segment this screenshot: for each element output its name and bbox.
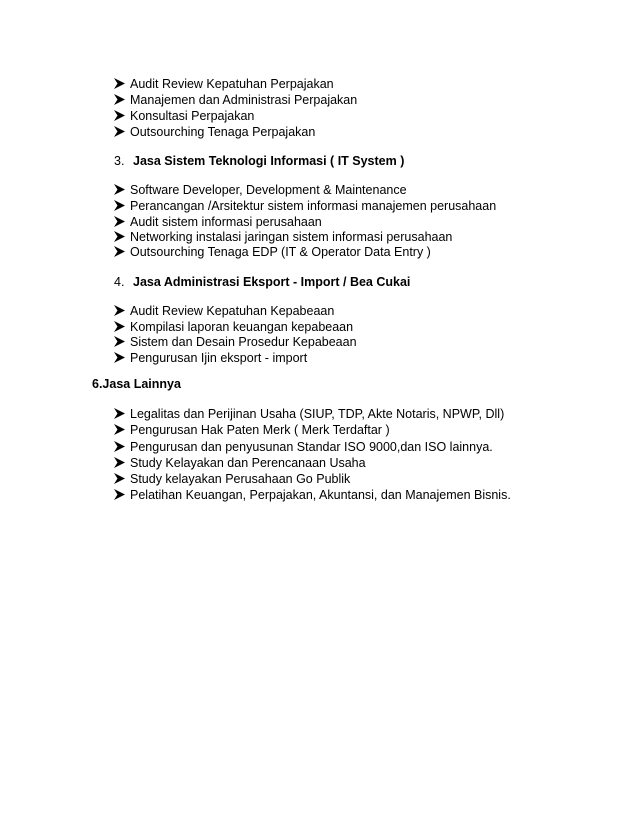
list-item-text: Study kelayakan Perusahaan Go Publik (130, 472, 351, 486)
arrowhead-bullet-icon (113, 351, 126, 364)
list-item-text: Audit Review Kepatuhan Perpajakan (130, 77, 334, 91)
arrowhead-bullet-icon (113, 230, 126, 243)
list-item-text: Outsourching Tenaga Perpajakan (130, 125, 316, 139)
arrowhead-bullet-icon (113, 488, 126, 501)
arrowhead-bullet-icon (113, 77, 126, 90)
list-item-text: Pengurusan dan penyusunan Standar ISO 9000,dan ISO lainnya. (130, 440, 493, 454)
section-number: 4. (114, 275, 125, 289)
arrowhead-bullet-icon (113, 335, 126, 348)
list-item-text: Konsultasi Perpajakan (130, 109, 255, 123)
arrowhead-bullet-icon (113, 304, 126, 317)
arrowhead-bullet-icon (113, 407, 126, 420)
list-item-text: Audit Review Kepatuhan Kepabeaan (130, 304, 335, 318)
list-item-text: Sistem dan Desain Prosedur Kepabeaan (130, 335, 357, 349)
arrowhead-bullet-icon (113, 109, 126, 122)
arrowhead-bullet-icon (113, 93, 126, 106)
arrowhead-bullet-icon (113, 215, 126, 228)
list-item-text: Pengurusan Hak Paten Merk ( Merk Terdaftar ) (130, 423, 390, 437)
list-item-text: Legalitas dan Perijinan Usaha (SIUP, TDP, Akte Notaris, NPWP, Dll) (130, 407, 505, 421)
arrowhead-bullet-icon (113, 199, 126, 212)
arrowhead-bullet-icon (113, 125, 126, 138)
list-item-text: Outsourching Tenaga EDP (IT & Operator Data Entry ) (130, 245, 431, 259)
list-item-text: Audit sistem informasi perusahaan (130, 215, 322, 229)
list-item-text: Software Developer, Development & Maintenance (130, 183, 407, 197)
list-item-text: Study Kelayakan dan Perencanaan Usaha (130, 456, 366, 470)
arrowhead-bullet-icon (113, 320, 126, 333)
arrowhead-bullet-icon (113, 183, 126, 196)
section-number: 3. (114, 154, 125, 168)
arrowhead-bullet-icon (113, 423, 126, 436)
list-item-text: Perancangan /Arsitektur sistem informasi manajemen perusahaan (130, 199, 497, 213)
arrowhead-bullet-icon (113, 245, 126, 258)
arrowhead-bullet-icon (113, 440, 126, 453)
arrowhead-bullet-icon (113, 472, 126, 485)
list-item-text: Manajemen dan Administrasi Perpajakan (130, 93, 358, 107)
list-item-text: Pelatihan Keuangan, Perpajakan, Akuntansi, dan Manajemen Bisnis. (130, 488, 511, 502)
section-heading: 6.Jasa Lainnya (92, 377, 181, 391)
section-title: Jasa Sistem Teknologi Informasi ( IT System ) (133, 154, 405, 168)
list-item-text: Networking instalasi jaringan sistem informasi perusahaan (130, 230, 453, 244)
arrowhead-bullet-icon (113, 456, 126, 469)
list-item-text: Pengurusan Ijin eksport - import (130, 351, 308, 365)
list-item-text: Kompilasi laporan keuangan kepabeaan (130, 320, 354, 334)
section-title: Jasa Administrasi Eksport - Import / Bea Cukai (133, 275, 411, 289)
